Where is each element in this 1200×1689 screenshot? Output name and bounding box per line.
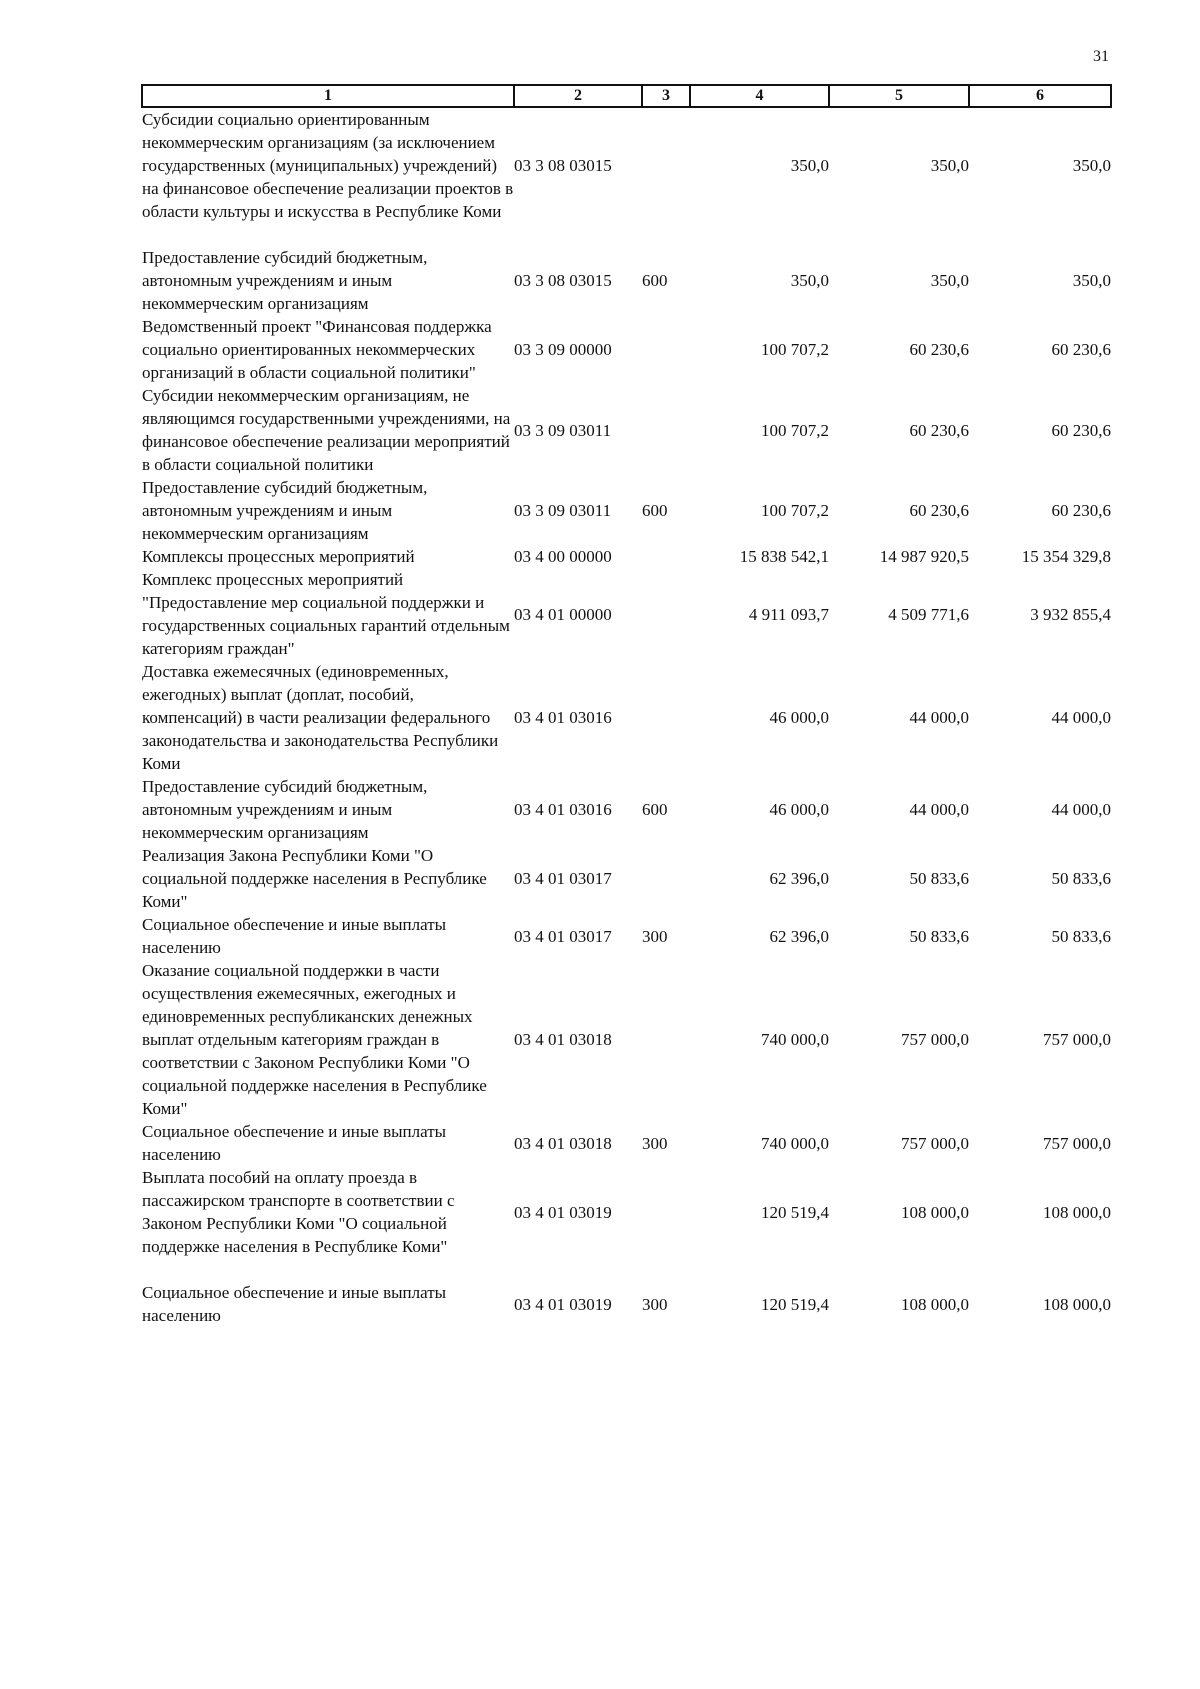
- row-value-5: 60 230,6: [909, 340, 969, 359]
- page-number: 31: [1093, 48, 1109, 65]
- row-value-4: 62 396,0: [769, 926, 829, 946]
- row-value-5: 44 000,0: [909, 708, 969, 727]
- row-type: [642, 959, 690, 1120]
- row-name: Предоставление субсидий бюджетным, автономным учреждениям и иным некоммерческим организациям: [142, 248, 428, 313]
- row-value-6: 44 000,0: [1051, 800, 1111, 819]
- row-value-4: 120 519,4: [761, 1202, 829, 1222]
- column-header: 4: [690, 85, 829, 107]
- row-name: Субсидии некоммерческим организациям, не являющимся государственными учреждениями, на финансовое обеспечение реализации мероприятий в области социальной политики: [142, 386, 511, 474]
- row-value-6: 60 230,6: [1051, 501, 1111, 520]
- row-name: Оказание социальной поддержки в части осуществления ежемесячных, ежегодных и единовременных республиканских денежных выплат отдельным категориям граждан в соответствии с Законом Республики Коми "О социальной поддержке населения в Республике Коми": [142, 961, 487, 1118]
- row-value-5: 757 000,0: [901, 1030, 969, 1049]
- row-value-6: 44 000,0: [1051, 708, 1111, 727]
- row-value-5: 60 230,6: [909, 420, 969, 440]
- row-code: 03 4 00 00000: [514, 547, 612, 566]
- row-code: 03 4 01 03016: [514, 800, 612, 819]
- row-value-4: 15 838 542,1: [739, 547, 829, 566]
- table-row: [142, 1258, 1111, 1327]
- row-type: [642, 660, 690, 775]
- row-value-5: 44 000,0: [909, 800, 969, 819]
- row-name: Реализация Закона Республики Коми "О социальной поддержке населения в Республике Коми": [142, 846, 487, 911]
- row-value-6: 350,0: [1072, 156, 1111, 175]
- table-row: [142, 1120, 1111, 1166]
- row-value-6: 50 833,6: [1051, 926, 1111, 946]
- row-value-6: 60 230,6: [1051, 340, 1111, 359]
- row-code: 03 4 01 03019: [514, 1294, 612, 1314]
- row-value-6: 757 000,0: [1043, 1133, 1111, 1153]
- row-value-6: 60 230,6: [1051, 420, 1111, 440]
- row-value-4: 350,0: [790, 156, 829, 175]
- row-name: Социальное обеспечение и иные выплаты населению: [142, 1122, 447, 1164]
- row-type: [642, 568, 690, 660]
- row-value-4: 100 707,2: [761, 340, 829, 359]
- row-code: 03 3 09 00000: [514, 340, 612, 359]
- row-value-4: 4 911 093,7: [748, 604, 829, 624]
- row-value-4: 740 000,0: [761, 1030, 829, 1049]
- table-header-row: [142, 85, 1111, 107]
- table-row: [142, 384, 1111, 476]
- table-row: [142, 913, 1111, 959]
- column-header: 5: [829, 85, 969, 107]
- row-code: 03 4 01 00000: [514, 604, 612, 624]
- row-type: [642, 315, 690, 384]
- row-code: 03 3 09 03011: [514, 420, 612, 440]
- column-header: 2: [514, 85, 642, 107]
- row-value-5: 50 833,6: [909, 926, 969, 946]
- row-value-5: 60 230,6: [909, 501, 969, 520]
- row-type: [642, 545, 690, 568]
- row-value-6: 757 000,0: [1043, 1030, 1111, 1049]
- row-value-6: 108 000,0: [1043, 1294, 1111, 1314]
- row-name: Комплекс процессных мероприятий "Предоставление мер социальной поддержки и государственных социальных гарантий отдельным категориям граждан": [142, 570, 510, 658]
- row-code: 03 3 09 03011: [514, 501, 612, 520]
- row-value-4: 46 000,0: [769, 708, 829, 727]
- table-row: [142, 959, 1111, 1120]
- row-value-5: 50 833,6: [909, 869, 969, 888]
- row-value-6: 350,0: [1072, 271, 1111, 290]
- row-code: 03 3 08 03015: [514, 156, 612, 175]
- row-name: Комплексы процессных мероприятий: [142, 547, 415, 566]
- table-row: [142, 660, 1111, 775]
- row-type: 600: [642, 501, 668, 520]
- row-value-4: 350,0: [790, 271, 829, 290]
- row-value-5: 757 000,0: [901, 1133, 969, 1153]
- row-name: Доставка ежемесячных (единовременных, ежегодных) выплат (доплат, пособий, компенсаций) в части реализации федерального законодательства и законодательства Республики Коми: [142, 662, 499, 773]
- row-type: 300: [642, 1133, 668, 1153]
- row-value-6: 50 833,6: [1051, 869, 1111, 888]
- row-type: 300: [642, 1294, 668, 1314]
- table-row: [142, 246, 1111, 315]
- row-value-5: 4 509 771,6: [888, 604, 969, 624]
- column-header: 6: [969, 85, 1111, 107]
- row-value-6: 108 000,0: [1043, 1202, 1111, 1222]
- row-code: 03 4 01 03016: [514, 708, 612, 727]
- row-code: 03 4 01 03018: [514, 1133, 612, 1153]
- row-value-5: 108 000,0: [901, 1294, 969, 1314]
- table-row: [142, 844, 1111, 913]
- row-name: Предоставление субсидий бюджетным, автономным учреждениям и иным некоммерческим организациям: [142, 777, 428, 842]
- budget-table: [141, 84, 1112, 1327]
- row-value-6: 3 932 855,4: [1030, 604, 1111, 624]
- row-value-4: 100 707,2: [761, 420, 829, 440]
- row-value-6: 15 354 329,8: [1021, 547, 1111, 566]
- table-row: [142, 775, 1111, 844]
- table-row: [142, 476, 1111, 545]
- table-row: [142, 568, 1111, 660]
- row-code: 03 4 01 03017: [514, 869, 612, 888]
- row-name: Выплата пособий на оплату проезда в пассажирском транспорте в соответствии с Законом Республики Коми "О социальной поддержке населения в Республике Коми": [142, 1168, 455, 1256]
- row-value-4: 740 000,0: [761, 1133, 829, 1153]
- table-row: [142, 1166, 1111, 1258]
- row-type: 600: [642, 800, 668, 819]
- row-name: Субсидии социально ориентированным некоммерческим организациям (за исключением государственных (муниципальных) учреждений) на финансовое обеспечение реализации проектов в области культуры и искусства в Республике Коми: [142, 110, 514, 221]
- row-type: 300: [642, 926, 668, 946]
- row-type: [642, 384, 690, 476]
- row-value-5: 108 000,0: [901, 1202, 969, 1222]
- column-header: 3: [642, 85, 690, 107]
- table-row: [142, 545, 1111, 568]
- row-value-4: 120 519,4: [761, 1294, 829, 1314]
- column-header: 1: [142, 85, 514, 107]
- row-value-5: 350,0: [930, 271, 969, 290]
- table-row: [142, 107, 1111, 246]
- row-name: Социальное обеспечение и иные выплаты населению: [142, 915, 447, 957]
- row-type: 600: [642, 271, 668, 290]
- row-value-5: 350,0: [930, 156, 969, 175]
- row-value-4: 46 000,0: [769, 800, 829, 819]
- row-name: Ведомственный проект "Финансовая поддержка социально ориентированных некоммерческих организаций в области социальной политики": [142, 317, 492, 382]
- row-code: 03 4 01 03019: [514, 1202, 612, 1222]
- row-code: 03 3 08 03015: [514, 271, 612, 290]
- row-type: [642, 1166, 690, 1258]
- row-value-4: 62 396,0: [769, 869, 829, 888]
- row-value-4: 100 707,2: [761, 501, 829, 520]
- row-value-5: 14 987 920,5: [879, 547, 969, 566]
- row-name: Предоставление субсидий бюджетным, автономным учреждениям и иным некоммерческим организациям: [142, 478, 428, 543]
- row-type: [642, 844, 690, 913]
- row-code: 03 4 01 03018: [514, 1030, 612, 1049]
- row-name: Социальное обеспечение и иные выплаты населению: [142, 1283, 447, 1325]
- row-type: [642, 107, 690, 246]
- row-code: 03 4 01 03017: [514, 926, 612, 946]
- table-row: [142, 315, 1111, 384]
